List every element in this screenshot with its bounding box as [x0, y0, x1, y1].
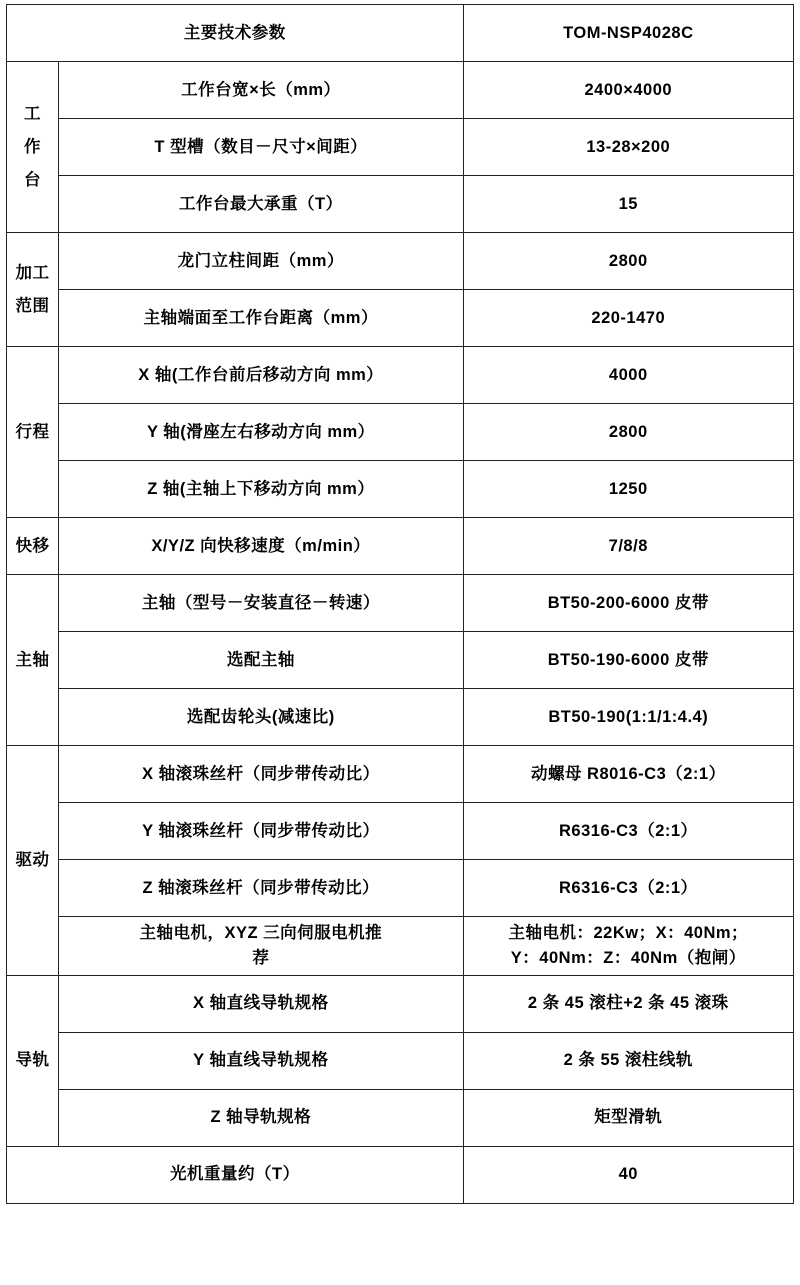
row-label: Y 轴直线导轨规格 [59, 1032, 464, 1089]
group-guideway [7, 975, 59, 1146]
row-value: 40 [463, 1146, 793, 1203]
row-label: Z 轴导轨规格 [59, 1089, 464, 1146]
group-drive-label: 驱动 [15, 850, 50, 869]
row-value: BT50-200-6000 皮带 [463, 575, 793, 632]
group-guideway-label: 导轨 [15, 1051, 50, 1069]
table-row [7, 176, 794, 233]
group-worktable [7, 62, 59, 233]
table-header-row [7, 5, 794, 62]
row-label: Y 轴(滑座左右移动方向 mm） [59, 404, 464, 461]
row-value: 7/8/8 [463, 518, 793, 575]
group-drive [7, 746, 59, 976]
row-value: 13-28×200 [463, 119, 793, 176]
group-spindle-label: 主轴 [15, 650, 50, 669]
group-machining-range-line-2: 范围 [15, 296, 50, 315]
row-value: BT50-190-6000 皮带 [463, 632, 793, 689]
table-row [7, 746, 794, 803]
table-row [7, 518, 794, 575]
table-row [7, 1146, 794, 1203]
table-row [7, 917, 794, 976]
row-label: 龙门立柱间距（mm） [59, 233, 464, 290]
row-value-line-1: 主轴电机：22Kw；X：40Nm； [508, 924, 749, 942]
specification-table [6, 4, 794, 1204]
group-travel-label: 行程 [15, 422, 50, 441]
table-row [7, 860, 794, 917]
table-row [7, 404, 794, 461]
table-row [7, 233, 794, 290]
row-value: 1250 [463, 461, 793, 518]
group-rapid-traverse-label: 快移 [15, 536, 50, 555]
group-worktable-char-1: 工 [24, 104, 42, 123]
table-row [7, 689, 794, 746]
row-value: R6316-C3（2:1） [463, 860, 793, 917]
row-value: 2800 [463, 404, 793, 461]
row-value: 2800 [463, 233, 793, 290]
table-row [7, 575, 794, 632]
group-worktable-char-3: 台 [24, 170, 42, 189]
header-model: TOM-NSP4028C [463, 5, 793, 62]
row-label: 工作台宽×长（mm） [59, 62, 464, 119]
row-label-line-1: 主轴电机，XYZ 三向伺服电机推 [139, 924, 383, 942]
group-rapid-traverse [7, 518, 59, 575]
row-value: BT50-190(1:1/1:4.4) [463, 689, 793, 746]
row-label: 选配齿轮头(减速比) [59, 689, 464, 746]
row-value: 220-1470 [463, 290, 793, 347]
row-label: 光机重量约（T） [7, 1146, 464, 1203]
row-label: X 轴(工作台前后移动方向 mm） [59, 347, 464, 404]
row-value-multiline [463, 917, 793, 976]
group-machining-range [7, 233, 59, 347]
row-label: Z 轴(主轴上下移动方向 mm） [59, 461, 464, 518]
row-value-line-2: Y：40Nm：Z：40Nm（抱闸） [510, 948, 746, 967]
table-row [7, 347, 794, 404]
header-param-title: 主要技术参数 [7, 5, 464, 62]
row-label-multiline [59, 917, 464, 976]
row-value: R6316-C3（2:1） [463, 803, 793, 860]
table-row [7, 1032, 794, 1089]
row-label: X 轴直线导轨规格 [59, 975, 464, 1032]
row-label-line-2: 荐 [252, 948, 270, 967]
row-label: Y 轴滚珠丝杆（同步带传动比） [59, 803, 464, 860]
row-value: 2400×4000 [463, 62, 793, 119]
row-label: X 轴滚珠丝杆（同步带传动比） [59, 746, 464, 803]
group-spindle [7, 575, 59, 746]
table-row [7, 62, 794, 119]
row-label: 主轴端面至工作台距离（mm） [59, 290, 464, 347]
group-machining-range-line-1: 加工 [15, 263, 50, 282]
row-value: 2 条 45 滚柱+2 条 45 滚珠 [463, 975, 793, 1032]
row-label: 选配主轴 [59, 632, 464, 689]
table-row [7, 803, 794, 860]
group-worktable-char-2: 作 [24, 137, 42, 156]
table-row [7, 119, 794, 176]
row-value: 15 [463, 176, 793, 233]
row-value: 4000 [463, 347, 793, 404]
group-travel [7, 347, 59, 518]
row-label: 工作台最大承重（T） [59, 176, 464, 233]
row-value: 2 条 55 滚柱线轨 [463, 1032, 793, 1089]
table-row [7, 290, 794, 347]
table-row [7, 975, 794, 1032]
row-label: T 型槽（数目－尺寸×间距） [59, 119, 464, 176]
table-row [7, 461, 794, 518]
table-row [7, 1089, 794, 1146]
row-label: 主轴（型号－安装直径－转速） [59, 575, 464, 632]
row-label: Z 轴滚珠丝杆（同步带传动比） [59, 860, 464, 917]
row-value: 动螺母 R8016-C3（2:1） [463, 746, 793, 803]
table-row [7, 632, 794, 689]
row-label: X/Y/Z 向快移速度（m/min） [59, 518, 464, 575]
row-value: 矩型滑轨 [463, 1089, 793, 1146]
